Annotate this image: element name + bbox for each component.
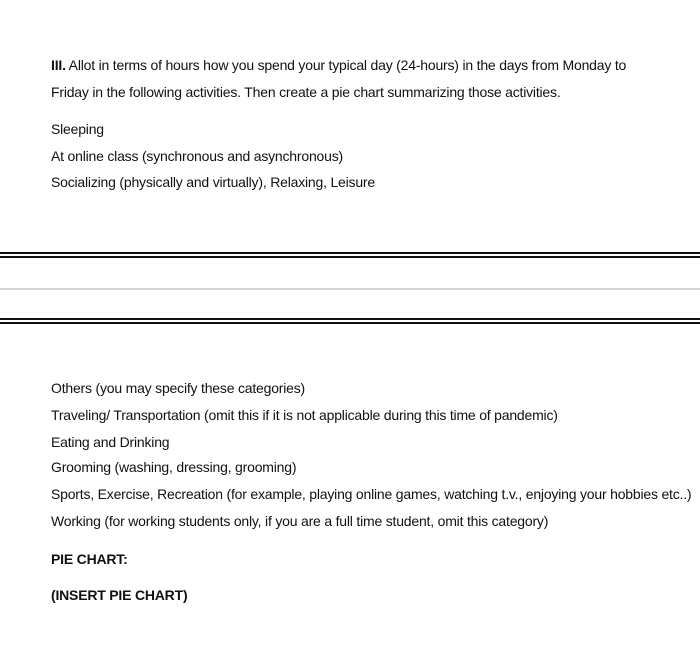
activity-sports: Sports, Exercise, Recreation (for example, playing online games, watching t.v., enjoying your hobbies etc..) (51, 486, 692, 502)
insert-pie-chart-placeholder: (INSERT PIE CHART) (51, 587, 188, 603)
activity-online-class: At online class (synchronous and asynchronous) (51, 148, 343, 164)
pie-chart-heading: PIE CHART: (51, 551, 128, 567)
instruction-text: Allot in terms of hours how you spend your typical day (24-hours) in the days from Monday to Friday in the following activities. Then create a pie chart summarizing those activities. (51, 57, 627, 100)
activity-working: Working (for working students only, if you are a full time student, omit this category) (51, 513, 549, 529)
activity-others: Others (you may specify these categories) (51, 380, 306, 396)
activity-socializing: Socializing (physically and virtually), Relaxing, Leisure (51, 174, 375, 190)
instruction-paragraph (51, 52, 661, 105)
page-break-bottom-border (0, 318, 700, 324)
activity-grooming: Grooming (washing, dressing, grooming) (51, 459, 297, 475)
page-break-top-border (0, 252, 700, 258)
page-top-section (0, 0, 700, 252)
activity-sleeping: Sleeping (51, 121, 104, 137)
activity-eating: Eating and Drinking (51, 434, 170, 450)
instruction-number: III. (51, 57, 66, 73)
activity-traveling: Traveling/ Transportation (omit this if it is not applicable during this time of pandemic) (51, 407, 558, 423)
page-gap-line (0, 288, 700, 290)
